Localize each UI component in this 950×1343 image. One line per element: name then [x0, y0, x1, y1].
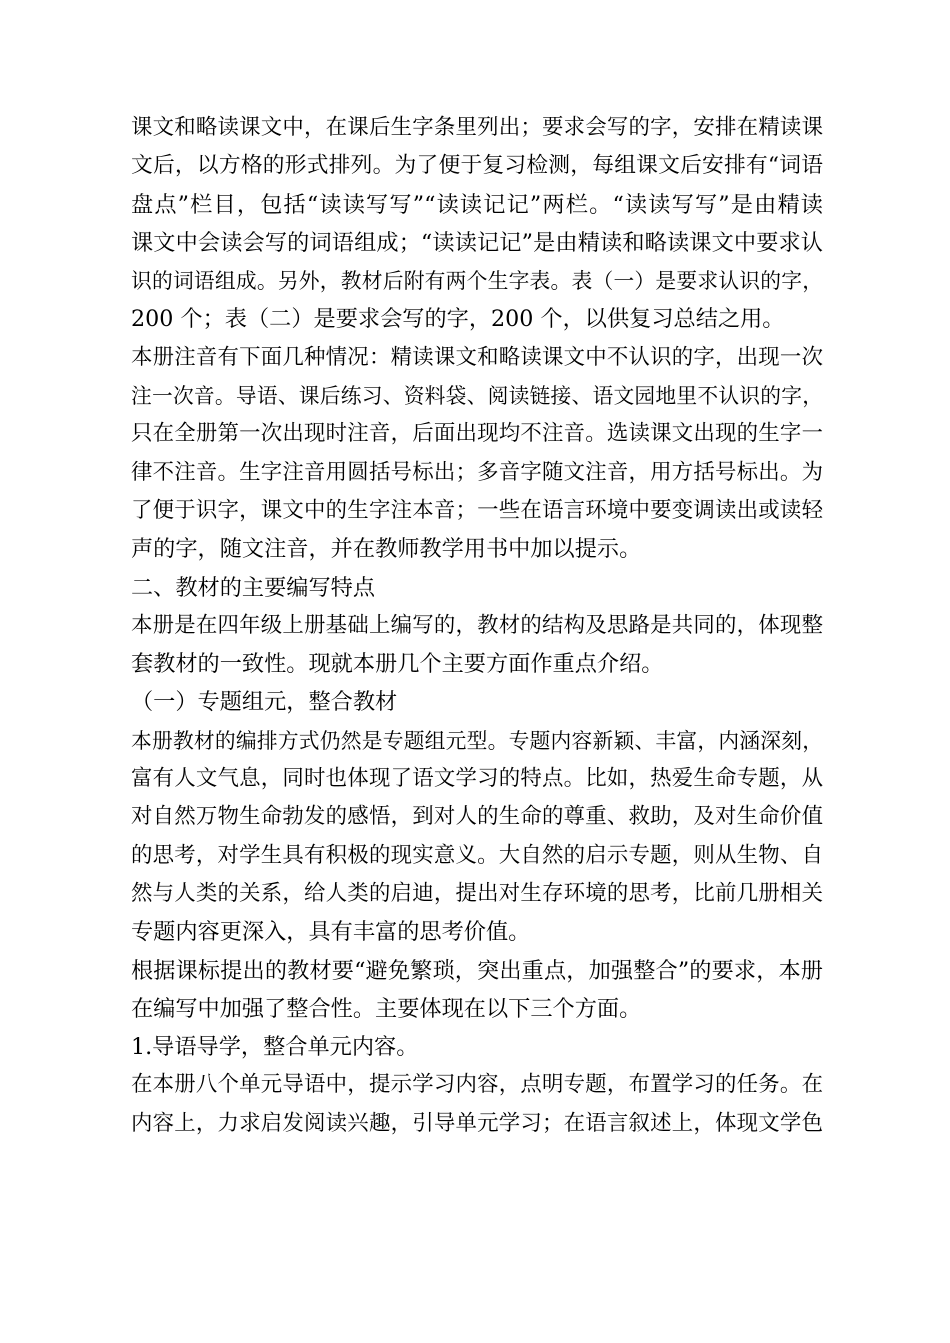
text-line: 套教材的一致性。现就本册几个主要方面作重点介绍。 — [131, 651, 664, 678]
text-line: 文后，以方格的形式排列。为了便于复习检测，每组课文后安排有“词语 — [131, 153, 823, 179]
text-line: 本册是在四年级上册基础上编写的，教材的结构及思路是共同的，体现整 — [131, 612, 823, 638]
text-line: 本册教材的编排方式仍然是专题组元型。专题内容新颖、丰富，内涵深刻， — [131, 728, 823, 753]
text-line: 然与人类的关系，给人类的启迪，提出对生存环境的思考，比前几册相关 — [131, 880, 823, 906]
text-line: 在本册八个单元导语中，提示学习内容，点明专题，布置学习的任务。在 — [131, 1072, 823, 1098]
text-line: 在编写中加强了整合性。主要体现在以下三个方面。 — [131, 995, 642, 1022]
text-line: 富有人文气息，同时也体现了语文学习的特点。比如，热爱生命专题，从 — [131, 766, 823, 792]
text-line: 根据课标提出的教材要“避免繁琐，突出重点，加强整合”的要求，本册 — [131, 957, 823, 984]
text-line: 注一次音。导语、课后练习、资料袋、阅读链接、语文园地里不认识的字， — [131, 384, 823, 409]
section-heading: 二、教材的主要编写特点 — [131, 574, 376, 601]
text-line: 本册注音有下面几种情况：精读课文和略读课文中不认识的字，出现一次 — [131, 344, 823, 370]
text-line: 律不注音。生字注音用圆括号标出；多音字随文注音，用方括号标出。为 — [131, 459, 823, 485]
text-line: 专题内容更深入，具有丰富的思考价值。 — [131, 919, 531, 946]
text-line: 识的词语组成。另外，教材后附有两个生字表。表（一）是要求认识的字， — [131, 269, 823, 294]
subsection-heading: （一）专题组元，整合教材 — [131, 689, 398, 716]
text-line: 声的字，随文注音，并在教师教学用书中加以提示。 — [131, 536, 642, 563]
text-line: 课文中会读会写的词语组成；“读读记记”是由精读和略读课文中要求认 — [131, 229, 823, 256]
text-line: 了便于识字，课文中的生字注本音；一些在语言环境中要变调读出或读轻 — [131, 497, 823, 523]
text-line: 课文和略读课文中，在课后生字条里列出；要求会写的字，安排在精读课 — [131, 115, 823, 140]
text-line: 内容上，力求启发阅读兴趣，引导单元学习；在语言叙述上，体现文学色 — [131, 1110, 823, 1136]
numbered-item-heading: 1.导语导学，整合单元内容。 — [131, 1034, 419, 1061]
text-line: 只在全册第一次出现时注音，后面出现均不注音。选读课文出现的生字一 — [131, 421, 823, 447]
text-line: 的思考，对学生具有积极的现实意义。大自然的启示专题，则从生物、自 — [131, 842, 823, 868]
text-line: 对自然万物生命勃发的感悟，到对人的生命的尊重、救助，及对生命价值 — [131, 804, 823, 830]
text-line: 盘点”栏目，包括“读读写写”“读读记记”两栏。“读读写写”是由精读 — [131, 191, 823, 218]
body-text — [131, 109, 823, 1143]
text-line: 200 个；表（二）是要求会写的字，200 个，以供复习总结之用。 — [131, 306, 785, 333]
